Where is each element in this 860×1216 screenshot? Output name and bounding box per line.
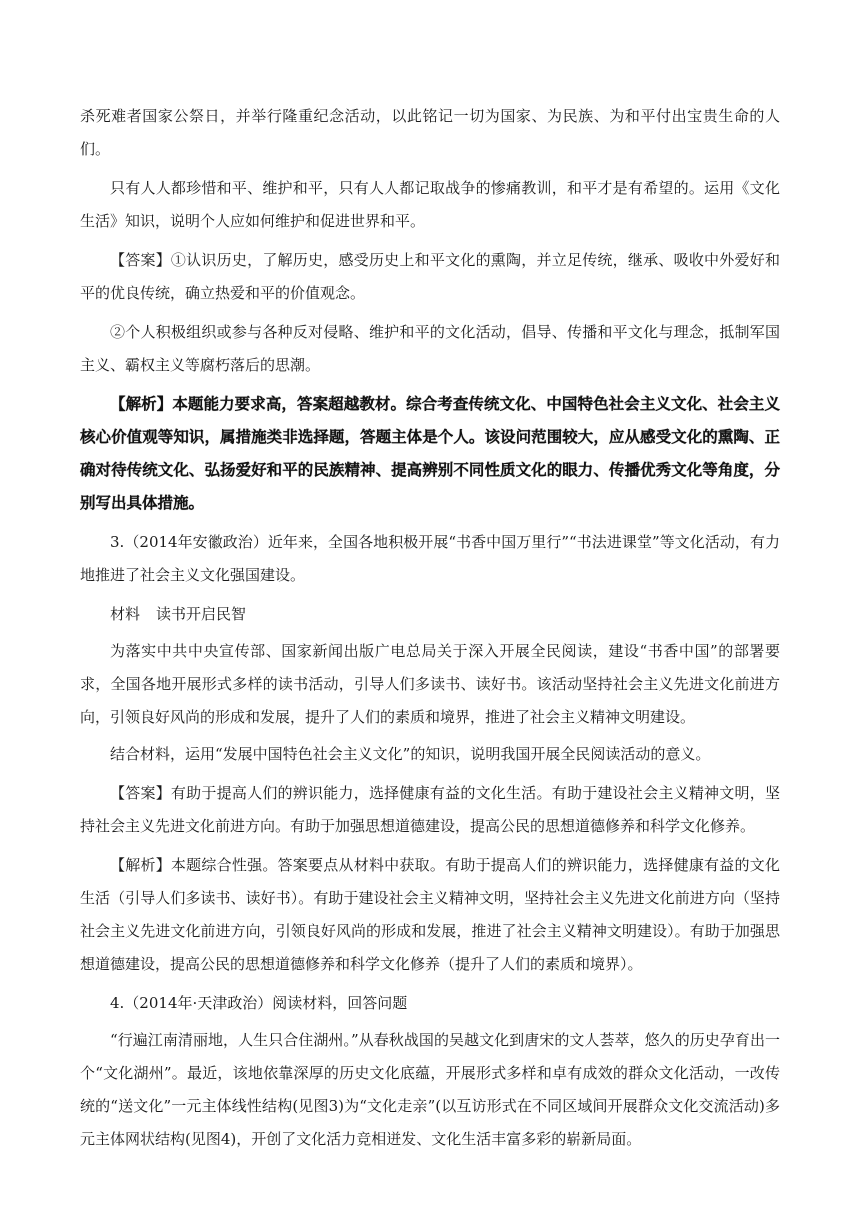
paragraph-question-3: 3.（2014年安徽政治）近年来，全国各地积极开展“书香中国万里行”“书法进课堂”等文化活动，有力地推进了社会主义文化强国建设。 [80,533,780,584]
paragraph-question-3-prompt: 结合材料，运用“发展中国特色社会主义文化”的知识，说明我国开展全民阅读活动的意义。 [110,745,711,763]
material-label: 材料 [110,605,141,623]
paragraph-answer-1: 【答案】①认识历史，了解历史，感受历史上和平文化的熏陶，并立足传统，继承、吸收中外爱好和平的优良传统，确立热爱和平的价值观念。 [80,251,780,302]
paragraph-answer-2: ②个人积极组织或参与各种反对侵略、维护和平的文化活动，倡导、传播和平文化与理念，抵制军国主义、霸权主义等腐朽落后的思潮。 [80,323,780,374]
paragraph-analysis-1: 【解析】本题能力要求高，答案超越教材。综合考查传统文化、中国特色社会主义文化、社会主义核心价值观等知识，属措施类非选择题，答题主体是个人。该设问范围较大，应从感受文化的熏陶、正确对待传统文化、弘扬爱好和平的民族精神、提高辨别不同性质文化的眼力、传播优秀文化等角度，分别写出具体措施。 [80,395,780,512]
paragraph-question-4: 4.（2014年·天津政治）阅读材料，回答问题 [110,994,408,1012]
document-body [80,100,780,1156]
material-title [80,598,780,631]
material-heading: 读书开启民智 [156,605,247,623]
paragraph-answer-3: 【答案】有助于提高人们的辨识能力，选择健康有益的文化生活。有助于建设社会主义精神文明，坚持社会主义先进文化前进方向。有助于加强思想道德建设，提高公民的思想道德修养和科学文化修养。 [80,784,780,835]
paragraph-material: 为落实中共中央宣传部、国家新闻出版广电总局关于深入开展全民阅读，建设“书香中国”的部署要求，全国各地开展形式多样的读书活动，引导人们多读书、读好书。该活动坚持社会主义先进文化前进方向，引领良好风尚的形成和发展，提升了人们的素质和境界，推进了社会主义精神文明建设。 [80,642,780,726]
paragraph-continuation: 杀死难者国家公祭日，并举行隆重纪念活动，以此铭记一切为国家、为民族、为和平付出宝贵生命的人们。 [80,107,780,158]
paragraph-analysis-3: 【解析】本题综合性强。答案要点从材料中获取。有助于提高人们的辨识能力，选择健康有益的文化生活（引导人们多读书、读好书）。有助于建设社会主义精神文明，坚持社会主义先进文化前进方向（坚持社会主义先进文化前进方向，引领良好风尚的形成和发展，推进了社会主义精神文明建设）。有助于加强思想道德建设，提高公民的思想道德修养和科学文化修养（提升了人们的素质和境界）。 [80,856,780,973]
paragraph-question: 只有人人都珍惜和平、维护和平，只有人人都记取战争的惨痛教训，和平才是有希望的。运用《文化生活》知识，说明个人应如何维护和促进世界和平。 [80,179,780,230]
paragraph-material-4: “行遍江南清丽地，人生只合住湖州。”从春秋战国的吴越文化到唐宋的文人荟萃，悠久的历史孕育出一个“文化湖州”。最近，该地依靠深厚的历史文化底蕴，开展形式多样和卓有成效的群众文化活动，一改传统的“送文化”一元主体线性结构(见图3)为“文化走亲”(以互访形式在不同区域间开展群众文化交流活动)多元主体网状结构(见图4)，开创了文化活力竞相迸发、文化生活丰富多彩的崭新局面。 [80,1031,780,1148]
